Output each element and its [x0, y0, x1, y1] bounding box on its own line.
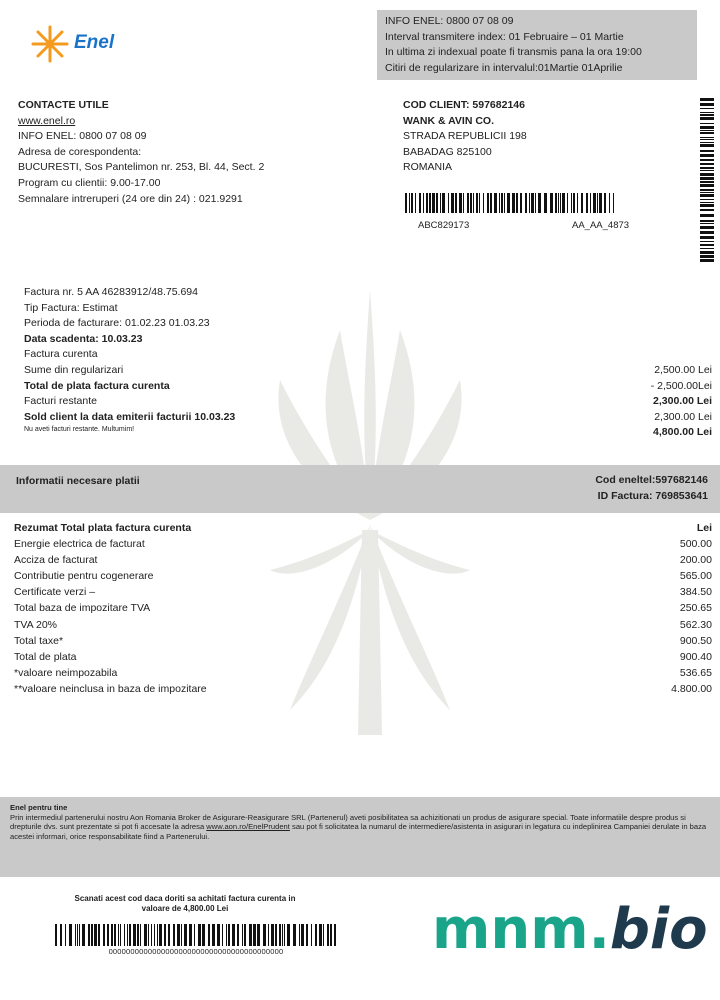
barcode-bar	[299, 924, 300, 946]
client-code: COD CLIENT: 597682146	[403, 99, 525, 111]
barcode-bar	[198, 924, 201, 946]
barcode-bar	[448, 193, 449, 213]
summary-currency: Lei	[696, 522, 712, 534]
barcode-bar	[263, 924, 266, 946]
enel-logo	[30, 24, 140, 64]
barcode-bar	[419, 193, 421, 213]
barcode-bar	[133, 924, 136, 946]
client-section	[403, 98, 643, 176]
client-name: WANK & AVIN CO.	[403, 114, 494, 127]
invoice-line: Factura curenta	[24, 348, 98, 361]
barcode-bar	[700, 103, 714, 106]
barcode-bar	[700, 112, 714, 113]
barcode-bar	[700, 202, 714, 203]
barcode-bar	[700, 259, 714, 262]
barcode-bar	[571, 193, 572, 213]
barcode-bar	[700, 248, 714, 249]
barcode-bar	[700, 108, 714, 109]
barcode-bar	[440, 193, 441, 213]
barcode-bar	[415, 193, 416, 213]
barcode-bar	[212, 924, 215, 946]
summary-row	[14, 682, 712, 698]
barcode-bar	[164, 924, 166, 946]
barcode-bar	[271, 924, 274, 946]
enel-pentru-tine-text-end: sau pot fi solicitatea la numarul de intermediere/asistenta in asigurari in legatura cu indeplinirea Campaniei derulate in baza acestei informari, orice responsabilitate fiind a Partenerului.	[10, 822, 707, 841]
barcode-bar	[60, 924, 62, 946]
barcode-bar	[479, 193, 480, 213]
barcode-bar	[700, 251, 714, 254]
barcode-bar	[249, 924, 252, 946]
barcode-bar	[700, 184, 714, 187]
info-box	[377, 10, 697, 80]
barcode-bar	[599, 193, 602, 213]
payment-info-bar	[0, 465, 720, 513]
barcode-bar	[157, 924, 158, 946]
enel-logo-icon	[30, 24, 70, 64]
barcode-bar	[55, 924, 57, 946]
barcode-bar	[65, 924, 66, 946]
barcode-bar	[429, 193, 431, 213]
client-address-line: ROMANIA	[403, 161, 453, 174]
invoice-details	[24, 285, 235, 435]
barcode-bar	[127, 924, 128, 946]
payment-id: ID Factura: 769853641	[597, 489, 708, 502]
summary-row	[14, 585, 712, 601]
contacts-section	[18, 98, 264, 207]
barcode-bar	[597, 193, 598, 213]
barcode-bar	[700, 192, 714, 193]
barcode-bar	[700, 220, 714, 222]
barcode-bar	[544, 193, 547, 213]
contact-line: INFO ENEL: 0800 07 08 09	[18, 130, 147, 143]
barcode-bar	[700, 223, 714, 224]
barcode-bar	[287, 924, 290, 946]
barcode-bar	[242, 924, 243, 946]
client-barcode-right-code: AA_AA_4873	[572, 220, 630, 231]
barcode-bar	[700, 137, 714, 138]
barcode-bar	[700, 209, 714, 211]
barcode-bar	[700, 255, 714, 258]
summary-row	[14, 666, 712, 682]
barcode-bar	[330, 924, 332, 946]
barcode-bar	[151, 924, 152, 946]
summary-row-value: 4.800.00	[671, 683, 712, 696]
payment-info-label: Informatii necesare platii	[16, 475, 140, 487]
barcode-bar	[137, 924, 139, 946]
barcode-bar	[275, 924, 277, 946]
barcode-bar	[184, 924, 187, 946]
barcode-bar	[323, 924, 324, 946]
invoice-amount: - 2,500.00Lei	[650, 379, 712, 392]
summary-row-label: Total taxe*	[14, 634, 64, 647]
barcode-bar	[700, 226, 714, 229]
barcode-bar	[567, 193, 568, 213]
summary-row-label: Energie electrica de facturat	[14, 537, 145, 550]
contact-line: Program cu clientii: 9.00-17.00	[18, 176, 161, 189]
invoice-line: Perioda de facturare: 01.02.23 01.03.23	[24, 317, 210, 330]
barcode-bar	[476, 193, 478, 213]
barcode-bar	[268, 924, 269, 946]
barcode-bar	[405, 193, 407, 213]
barcode-bar	[253, 924, 256, 946]
barcode-bar	[700, 181, 714, 183]
barcode-bar	[463, 193, 464, 213]
barcode-bar	[315, 924, 317, 946]
barcode-bar	[470, 193, 472, 213]
barcode-bar	[512, 193, 515, 213]
barcode-bar	[124, 924, 125, 946]
summary-row-value: 565.00	[679, 569, 712, 582]
barcode-bar	[154, 924, 155, 946]
barcode-bar	[562, 193, 565, 213]
barcode-bar	[319, 924, 322, 946]
barcode-bar	[700, 142, 714, 143]
client-barcode	[405, 193, 615, 213]
summary-row-label: Contributie pentru cogenerare	[14, 569, 154, 582]
enel-pentru-tine-text	[10, 813, 710, 842]
barcode-bar	[700, 117, 714, 120]
barcode-bar	[700, 231, 714, 234]
client-address-line: BABADAG 825100	[403, 145, 492, 158]
barcode-bar	[590, 193, 591, 213]
barcode-bar	[244, 924, 246, 946]
barcode-bar	[507, 193, 510, 213]
summary-row-value: 562.30	[679, 618, 712, 631]
barcode-bar	[144, 924, 147, 946]
barcode-bar	[700, 114, 714, 116]
invoice-amount: 2,500.00 Lei	[654, 364, 712, 376]
barcode-bar	[538, 193, 541, 213]
barcode-bar	[411, 193, 413, 213]
barcode-bar	[88, 924, 90, 946]
barcode-bar	[118, 924, 119, 946]
barcode-bar	[140, 924, 141, 946]
barcode-bar	[593, 193, 596, 213]
barcode-bar	[232, 924, 235, 946]
barcode-bar	[217, 924, 220, 946]
summary-row-label: **valoare neinclusa in baza de impozitare	[14, 683, 207, 696]
barcode-bar	[279, 924, 281, 946]
barcode-bar	[700, 170, 714, 171]
barcode-bar	[516, 193, 518, 213]
barcode-bar	[700, 167, 714, 169]
contact-line: Semnalare intreruperi (24 ore din 24) : 021.9291	[18, 192, 243, 205]
summary-row	[14, 553, 712, 569]
summary-row-value: 250.65	[679, 602, 712, 615]
barcode-bar	[700, 244, 714, 246]
invoice-amount: 2,300.00 Lei	[654, 410, 712, 423]
barcode-bar	[700, 132, 714, 134]
enel-pentru-tine-text-start: Prin intermediul partenerului nostru Aon Romania Broker de Asigurare-Reasigurare SRL (Partenerul) aveti posibilitatea sa achizitionati un produs de asigurare special. Toate informatiile despre produs si drepturile dvs. sunt prezentate si pot fi accesate la adresa	[10, 812, 686, 831]
barcode-bar	[168, 924, 170, 946]
barcode-bar	[107, 924, 109, 946]
barcode-bar	[459, 193, 462, 213]
barcode-bar	[194, 924, 195, 946]
barcode-bar	[177, 924, 180, 946]
barcode-bar	[120, 924, 121, 946]
summary-row	[14, 634, 712, 650]
vertical-barcode	[700, 98, 714, 266]
invoice-line: Sume din regularizari	[24, 363, 124, 376]
scan-section	[20, 894, 350, 913]
barcode-bar	[700, 173, 714, 176]
mnm-text: mnm.	[432, 897, 610, 962]
barcode-bar	[501, 193, 503, 213]
barcode-bar	[202, 924, 205, 946]
barcode-bar	[293, 924, 296, 946]
client-barcode-left-code: ABC829173	[418, 220, 470, 231]
barcode-bar	[189, 924, 192, 946]
barcode-bar	[560, 193, 561, 213]
barcode-bar	[409, 193, 410, 213]
aon-link[interactable]: www.aon.ro/EnelPrudent	[206, 822, 290, 831]
barcode-bar	[558, 193, 559, 213]
summary-row-label: Total baza de impozitare TVA	[14, 602, 151, 615]
summary-row-value: 536.65	[679, 667, 712, 680]
barcode-bar	[94, 924, 97, 946]
barcode-bar	[226, 924, 227, 946]
invoice-amounts	[582, 363, 712, 441]
barcode-bar	[91, 924, 93, 946]
barcode-bar	[483, 193, 484, 213]
barcode-bar	[451, 193, 454, 213]
barcode-bar	[334, 924, 336, 946]
barcode-bar	[700, 214, 714, 217]
summary-row	[14, 569, 712, 585]
barcode-bar	[75, 924, 76, 946]
info-box-line: INFO ENEL: 0800 07 08 09	[385, 15, 514, 27]
contact-line: Adresa de corespondenta:	[18, 145, 142, 158]
barcode-bar	[228, 924, 230, 946]
barcode-bar	[173, 924, 175, 946]
barcode-bar	[700, 126, 714, 129]
summary-section	[14, 521, 712, 698]
barcode-bar	[499, 193, 500, 213]
invoice-line: Tip Factura: Estimat	[24, 301, 118, 314]
barcode-bar	[581, 193, 583, 213]
barcode-bar	[494, 193, 497, 213]
barcode-bar	[467, 193, 469, 213]
barcode-bar	[426, 193, 428, 213]
barcode-bar	[473, 193, 474, 213]
barcode-bar	[79, 924, 80, 946]
invoice-note: Nu aveti facturi restante. Multumim!	[24, 426, 135, 434]
scan-text-line1: Scanati acest cod daca doriti sa achitati factura curenta in	[74, 894, 296, 903]
barcode-bar	[257, 924, 260, 946]
summary-row-label: Acciza de facturat	[14, 553, 98, 566]
summary-title: Rezumat Total plata factura curenta	[14, 522, 192, 534]
barcode-bar	[432, 193, 435, 213]
barcode-bar	[148, 924, 149, 946]
summary-row-label: Certificate verzi –	[14, 586, 96, 599]
summary-row	[14, 650, 712, 666]
barcode-bar	[700, 159, 714, 161]
barcode-bar	[111, 924, 113, 946]
barcode-bar	[700, 241, 714, 242]
barcode-bar	[311, 924, 312, 946]
payment-cod: Cod eneltel:597682146	[595, 474, 708, 486]
barcode-bar	[535, 193, 536, 213]
enel-logo-text: Enel	[74, 32, 115, 53]
barcode-bar	[700, 123, 714, 124]
invoice-amount: 2,300.00 Lei	[653, 395, 712, 408]
invoice-line: Facturi restante	[24, 395, 97, 408]
summary-row	[14, 618, 712, 634]
barcode-bar	[82, 924, 85, 946]
summary-rows	[14, 537, 712, 699]
barcode-bar	[114, 924, 116, 946]
summary-row-value: 900.50	[679, 634, 712, 647]
barcode-bar	[525, 193, 527, 213]
barcode-bar	[306, 924, 308, 946]
website-link[interactable]: www.enel.ro	[18, 114, 76, 127]
invoice-line: Factura nr. 5 AA 46283912/48.75.694	[24, 286, 198, 298]
barcode-bar	[98, 924, 100, 946]
barcode-bar	[586, 193, 588, 213]
barcode-bar	[490, 193, 492, 213]
summary-row-value: 900.40	[679, 650, 712, 663]
bio-text: bio	[609, 897, 708, 962]
payment-barcode	[55, 924, 337, 946]
barcode-bar	[208, 924, 210, 946]
summary-row-label: TVA 20%	[14, 618, 57, 631]
barcode-bar	[700, 189, 714, 191]
barcode-bar	[159, 924, 162, 946]
barcode-bar	[455, 193, 457, 213]
summary-row-value: 200.00	[679, 553, 712, 566]
summary-row-value: 384.50	[679, 586, 712, 599]
barcode-bar	[613, 193, 614, 213]
barcode-bar	[700, 150, 714, 152]
barcode-bar	[700, 98, 714, 101]
barcode-bar	[129, 924, 131, 946]
client-address-line: STRADA REPUBLICII 198	[403, 130, 527, 143]
barcode-bar	[423, 193, 424, 213]
barcode-bar	[284, 924, 285, 946]
barcode-bar	[327, 924, 329, 946]
barcode-bar	[700, 194, 714, 197]
barcode-bar	[222, 924, 223, 946]
barcode-bar	[77, 924, 78, 946]
barcode-bar	[181, 924, 182, 946]
barcode-bar	[504, 193, 505, 213]
barcode-bar	[700, 154, 714, 157]
barcode-bar	[520, 193, 522, 213]
barcode-bar	[700, 144, 714, 147]
barcode-bar	[577, 193, 578, 213]
barcode-bar	[700, 139, 714, 140]
info-box-line: Interval transmitere index: 01 Februaire – 01 Martie	[385, 30, 624, 43]
barcode-bar	[604, 193, 606, 213]
summary-row	[14, 601, 712, 617]
barcode-bar	[573, 193, 575, 213]
barcode-bar	[531, 193, 534, 213]
invoice-line: Sold client la data emiterii facturii 10.03.23	[24, 410, 236, 423]
summary-row-label: *valoare neimpozabila	[14, 667, 118, 680]
mnm-bio-watermark	[432, 895, 708, 965]
barcode-bar	[301, 924, 304, 946]
info-box-line: Citiri de regularizare in intervalul:01Martie 01Aprilie	[385, 61, 623, 74]
barcode-bar	[442, 193, 445, 213]
barcode-bar	[487, 193, 489, 213]
payment-barcode-digits: 0000000000000000000000000000000000000000	[108, 947, 284, 956]
barcode-bar	[237, 924, 239, 946]
contacts-title: CONTACTE UTILE	[18, 99, 109, 111]
barcode-bar	[700, 204, 714, 207]
summary-row	[14, 537, 712, 553]
enel-pentru-tine-box	[0, 797, 720, 877]
invoice-line: Data scadenta: 10.03.23	[24, 332, 143, 345]
enel-pentru-tine-title: Enel pentru tine	[10, 803, 68, 812]
barcode-bar	[700, 199, 714, 200]
summary-row-label: Total de plata	[14, 650, 77, 663]
contact-line: BUCURESTI, Sos Pantelimon nr. 253, Bl. 44, Sect. 2	[18, 161, 265, 174]
info-box-line: In ultima zi indexual poate fi transmis pana la ora 19:00	[385, 46, 642, 59]
invoice-line: Total de plata factura curenta	[24, 379, 170, 392]
barcode-bar	[69, 924, 72, 946]
summary-row-value: 500.00	[679, 537, 712, 550]
barcode-bar	[550, 193, 553, 213]
barcode-bar	[282, 924, 283, 946]
barcode-bar	[700, 130, 714, 131]
barcode-bar	[700, 177, 714, 180]
barcode-bar	[555, 193, 557, 213]
scan-text-line2: valoare de 4,800.00 Lei	[141, 903, 229, 913]
barcode-bar	[103, 924, 105, 946]
barcode-bar	[609, 193, 610, 213]
barcode-bar	[529, 193, 530, 213]
invoice-amount: 4,800.00 Lei	[653, 426, 712, 439]
barcode-bar	[436, 193, 438, 213]
barcode-bar	[700, 163, 714, 165]
barcode-bar	[700, 236, 714, 239]
